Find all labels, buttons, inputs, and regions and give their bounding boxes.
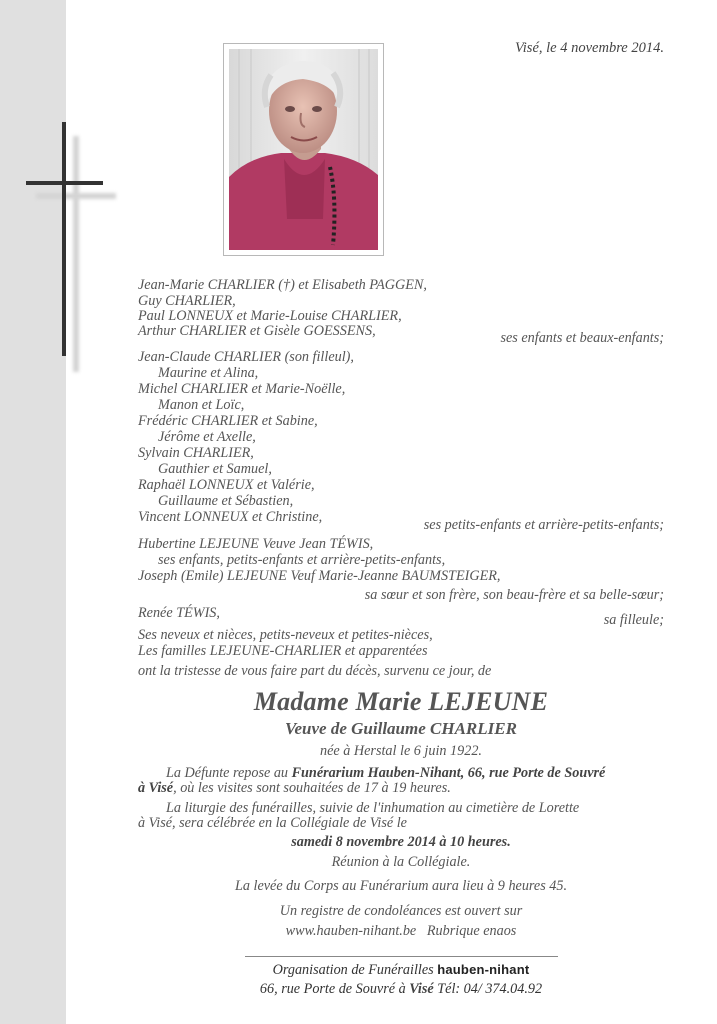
portrait-photo (229, 49, 378, 250)
grandchild-line: Jérôme et Axelle, (158, 429, 256, 445)
announcement-line: ont la tristesse de vous faire part du décès, survenu ce jour, de (138, 663, 492, 679)
register-line: Un registre de condoléances est ouvert sur (279, 903, 523, 919)
date-line: Visé, le 4 novembre 2014. (515, 40, 664, 56)
grandchild-line: Frédéric CHARLIER et Sabine, (138, 413, 318, 429)
funeral-home-logo: hauben-nihant (437, 962, 530, 977)
footer-address: 66, rue Porte de Souvré à (259, 981, 406, 997)
child-line: Guy CHARLIER, (138, 293, 236, 309)
rest-city: à Visé (138, 780, 174, 796)
rest-line (166, 765, 605, 781)
departure-line: La levée du Corps au Funérarium aura lieu à 9 heures 45. (234, 878, 568, 894)
grandchildren-label: ses petits-enfants et arrière-petits-enfants; (423, 517, 664, 533)
grandchild-line: Jean-Claude CHARLIER (son filleul), (138, 349, 354, 365)
siblings-label: sa sœur et son frère, son beau-frère et sa belle-sœur; (364, 587, 664, 603)
deceased-name: Madame Marie LEJEUNE (253, 687, 549, 716)
cross-icon-bar (26, 181, 103, 185)
grandchild-line: Raphaël LONNEUX et Valérie, (138, 477, 315, 493)
families-line: Les familles LEJEUNE-CHARLIER et apparentées (138, 643, 428, 659)
visit-hours: , où les visites sont souhaitées de 17 à 19 heures. (173, 780, 451, 796)
footer-address-line (138, 981, 664, 997)
child-line: Paul LONNEUX et Marie-Louise CHARLIER, (138, 308, 402, 324)
sibling-line: ses enfants, petits-enfants et arrière-petits-enfants, (158, 552, 446, 568)
website-line (138, 923, 664, 939)
grandchild-line: Sylvain CHARLIER, (138, 445, 254, 461)
child-line: Arthur CHARLIER et Gisèle GOESSENS, (138, 323, 376, 339)
goddaughter-line: Renée TÉWIS, (138, 605, 220, 621)
birth-line: née à Herstal le 6 juin 1922. (320, 743, 482, 759)
liturgy-line-2: à Visé, sera célébrée en la Collégiale de Visé le (138, 815, 407, 831)
grandchild-line: Guillaume et Sébastien, (158, 493, 294, 509)
footer-org-line (138, 962, 664, 978)
website-link[interactable]: www.hauben-nihant.be (285, 923, 417, 939)
widow-of-line: Veuve de Guillaume CHARLIER (285, 719, 517, 738)
footer-city: Visé (409, 981, 434, 997)
portrait-frame (223, 43, 384, 256)
nephews-line: Ses neveux et nièces, petits-neveux et petites-nièces, (138, 627, 433, 643)
grandchild-line: Michel CHARLIER et Marie-Noëlle, (138, 381, 346, 397)
cross-icon (62, 122, 66, 356)
rubric-label: Rubrique enaos (426, 923, 517, 939)
grandchild-line: Manon et Loïc, (158, 397, 245, 413)
grandchild-line: Maurine et Alina, (158, 365, 259, 381)
meeting-line: Réunion à la Collégiale. (331, 854, 471, 870)
sibling-line: Hubertine LEJEUNE Veuve Jean TÉWIS, (138, 536, 374, 552)
ceremony-date: samedi 8 novembre 2014 à 10 heures. (291, 834, 511, 850)
footer-org: Organisation de Funérailles (272, 962, 434, 978)
cross-shadow (73, 136, 79, 372)
grandchild-line: Vincent LONNEUX et Christine, (138, 509, 323, 525)
children-label: ses enfants et beaux-enfants; (500, 330, 664, 346)
liturgy-line: La liturgie des funérailles, suivie de l'inhumation au cimetière de Lorette (166, 800, 580, 816)
footer-phone: Tél: 04/ 374.04.92 (437, 981, 543, 997)
child-line: Jean-Marie CHARLIER (†) et Elisabeth PAGGEN, (138, 277, 427, 293)
cross-shadow-bar (36, 193, 116, 199)
goddaughter-label: sa filleule; (603, 612, 664, 628)
rest-intro: La Défunte repose au (166, 765, 292, 781)
funeral-home-address: Funérarium Hauben-Nihant, 66, rue Porte de Souvré (291, 765, 606, 781)
sibling-line: Joseph (Emile) LEJEUNE Veuf Marie-Jeanne BAUMSTEIGER, (138, 568, 501, 584)
footer-divider (245, 956, 558, 957)
rest-line-2 (138, 780, 451, 796)
left-sidebar-band (0, 0, 66, 1024)
grandchild-line: Gauthier et Samuel, (158, 461, 272, 477)
